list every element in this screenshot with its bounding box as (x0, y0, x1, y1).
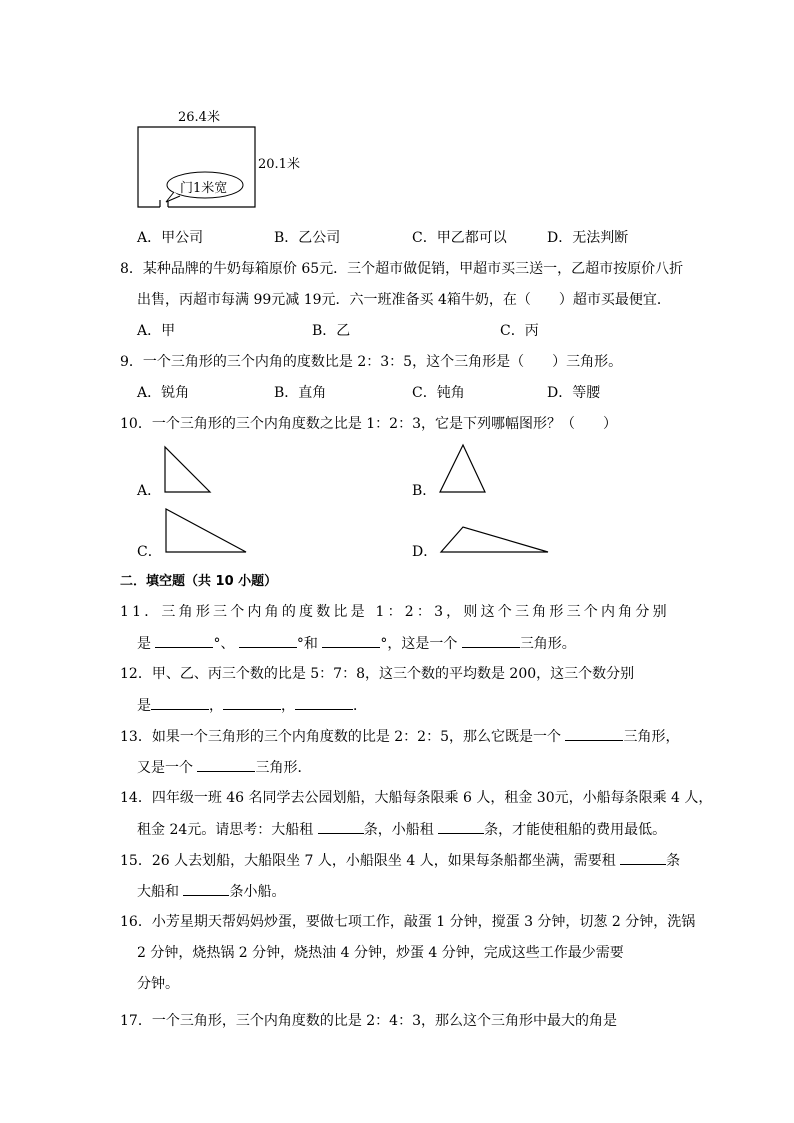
q15-blank-1[interactable] (620, 850, 666, 865)
q14-blank-2[interactable] (438, 819, 484, 834)
q15-line-1 (120, 850, 680, 871)
q8-line-1: 8．某种品牌的牛奶每箱原价 65元．三个超市做促销，甲超市买三送一，乙超市按原价八折 (120, 261, 684, 277)
q13-text-2: 三角形， (623, 729, 680, 745)
field-rectangle-figure (130, 120, 290, 210)
q10-option-b: B． (412, 483, 437, 499)
triangle-a (160, 440, 220, 500)
figure-width-label: 26.4米 (178, 110, 220, 125)
q11-line-1: 11．三角形三个内角的度数比是 1：2：3，则这个三角形三个内角分别 (120, 604, 670, 620)
q13-line-1 (120, 726, 679, 747)
q12-text-1: 是 (137, 698, 151, 714)
q14-text-1: 租金 24元。请思考：大船租 (137, 822, 314, 838)
q8-line-2: 出售，丙超市每满 99元减 19元．六一班准备买 4箱牛奶，在（ ）超市买最便宜． (137, 292, 671, 308)
q13-text-4: 三角形． (255, 760, 312, 776)
q13-text-3: 又是一个 (137, 760, 193, 776)
q15-line-2 (137, 881, 285, 902)
q7-option-d: D．无法判断 (547, 230, 629, 246)
q11-text-2: °、 (213, 636, 235, 652)
triangle-b (435, 440, 495, 500)
q11-text-5: 三角形。 (519, 636, 576, 652)
q9-option-b: B．直角 (274, 385, 327, 401)
q17-line-1: 17．一个三角形，三个内角度数的比是 2：4：3，那么这个三角形中最大的角是 (120, 1013, 617, 1029)
q12-blank-1[interactable] (151, 695, 209, 710)
q15-blank-2[interactable] (183, 881, 229, 896)
q13-blank-2[interactable] (197, 757, 255, 772)
q12-blank-2[interactable] (223, 695, 281, 710)
q7-option-b: B．乙公司 (274, 230, 341, 246)
section-2-heading: 二．填空题（共 10 小题） (120, 574, 278, 589)
q15-text-1: 15．26 人去划船，大船限坐 7 人，小船限坐 4 人，如果每条船都坐满，需要租 (120, 853, 616, 869)
q11-blank-2[interactable] (239, 633, 297, 648)
q11-blank-3[interactable] (322, 633, 380, 648)
q11-blank-1[interactable] (155, 633, 213, 648)
q11-text-4: °，这是一个 (380, 636, 458, 652)
q16-line-1: 16．小芳星期天帮妈妈炒蛋，要做七项工作，敲蛋 1 分钟，搅蛋 3 分钟，切葱 2 分钟，洗锅 (120, 914, 696, 930)
q13-text-1: 13．如果一个三角形的三个内角度数的比是 2：2：5，那么它既是一个 (120, 729, 561, 745)
door-callout-label: 门1米宽 (180, 181, 228, 196)
q14-line-2 (137, 819, 666, 840)
q8-option-b: B．乙 (312, 323, 351, 339)
q14-blank-1[interactable] (318, 819, 364, 834)
q9-option-d: D．等腰 (547, 385, 601, 401)
q12-text-3: ， (281, 698, 295, 714)
q11-text-1: 是 (137, 636, 151, 652)
triangle-c (160, 505, 250, 555)
q16-line-3: 分钟。 (137, 976, 179, 992)
q13-line-2 (137, 757, 311, 778)
q13-blank-1[interactable] (565, 726, 623, 741)
q15-text-3: 大船和 (137, 884, 179, 900)
q14-line-1: 14．四年级一班 46 名同学去公园划船，大船每条限乘 6 人，租金 30元，小船每条限乘 4 人， (120, 790, 713, 806)
q15-text-2: 条 (666, 853, 681, 869)
q10-option-d: D． (412, 544, 438, 560)
q12-blank-3[interactable] (295, 695, 353, 710)
q16-line-2: 2 分钟，烧热锅 2 分钟，烧热油 4 分钟，炒蛋 4 分钟，完成这些工作最少需要 (137, 945, 624, 961)
q11-text-3: °和 (296, 636, 318, 652)
q7-option-a: A．甲公司 (137, 230, 204, 246)
q10-option-a: A． (137, 483, 162, 499)
q12-text-2: ， (209, 698, 223, 714)
q9-text: 9．一个三角形的三个内角的度数比是 2：3：5，这个三角形是（ ）三角形。 (120, 354, 623, 370)
q11-line-2 (137, 633, 576, 654)
q12-line-1: 12．甲、乙、丙三个数的比是 5：7：8，这三个数的平均数是 200，这三个数分别 (120, 666, 635, 682)
q12-text-4: ． (353, 698, 367, 714)
q11-blank-4[interactable] (462, 633, 520, 648)
q14-text-2: 条，小船租 (363, 822, 434, 838)
q7-option-c: C．甲乙都可以 (412, 230, 507, 246)
q8-option-c: C．丙 (500, 323, 539, 339)
q9-option-a: A．锐角 (137, 385, 190, 401)
q10-option-c: C． (137, 544, 162, 560)
q14-text-3: 条，才能使租船的费用最低。 (484, 822, 667, 838)
q9-option-c: C．钝角 (412, 385, 465, 401)
triangle-d (435, 522, 555, 562)
q8-option-a: A．甲 (137, 323, 176, 339)
figure-height-label: 20.1米 (258, 157, 300, 172)
q15-text-4: 条小船。 (229, 884, 286, 900)
q12-line-2 (137, 695, 367, 716)
q10-text: 10．一个三角形的三个内角度数之比是 1：2：3，它是下列哪幅图形？（ ） (120, 416, 617, 432)
